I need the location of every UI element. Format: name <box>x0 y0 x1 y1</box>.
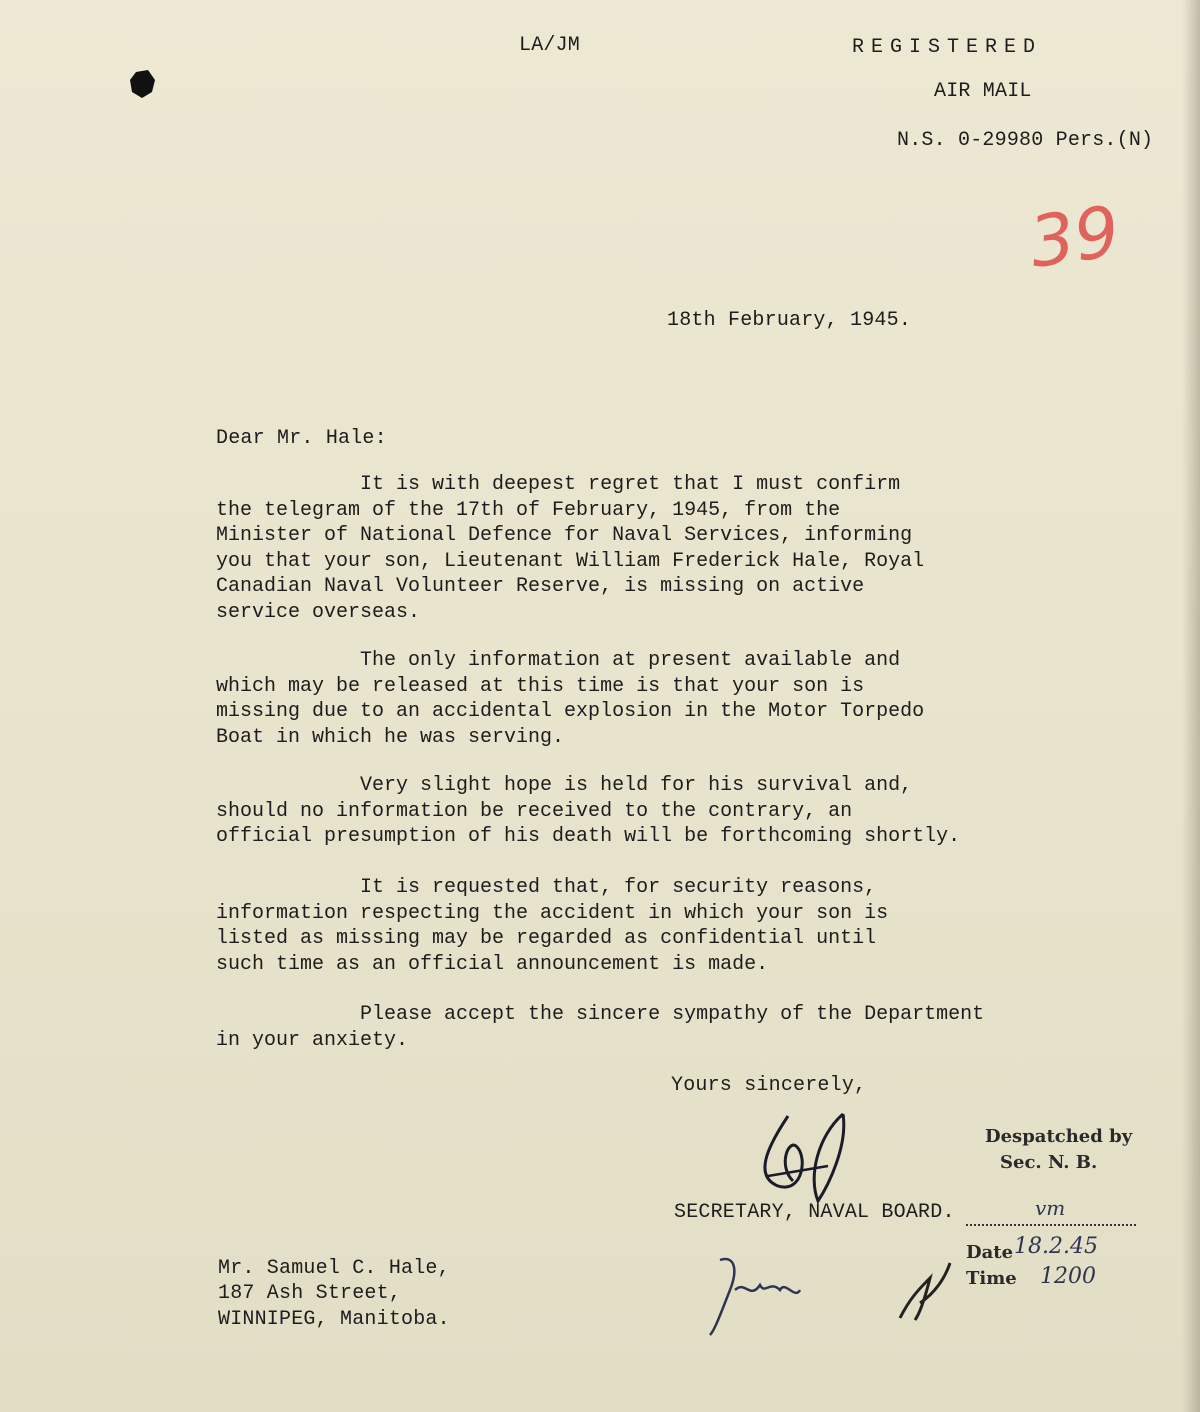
despatched-by: Despatched by <box>985 1126 1133 1147</box>
punch-hole <box>128 68 158 100</box>
signature-title: SECRETARY, NAVAL BOARD. <box>674 1201 955 1224</box>
paragraph-3: Very slight hope is held for his survival and, should no information be received to the contrary, an official presumption of his death will be forthcoming shortly. <box>216 774 961 848</box>
stamp-time-label: Time <box>966 1268 1017 1289</box>
stamp-date-value: 18.2.45 <box>1014 1234 1098 1259</box>
letter-date: 18th February, 1945. <box>667 309 912 332</box>
despatched-section: Sec. N. B. <box>1000 1152 1098 1173</box>
paragraph-1: It is with deepest regret that I must confirm the telegram of the 17th of February, 1945, from the Minister of National Defence for Naval Services, informing you that your son, Lieutenant William Frederick Hale, Royal Canadian Naval Volunteer Reserve, is missing on active service overseas. <box>216 473 925 624</box>
handwritten-initials-2 <box>890 1258 960 1328</box>
recipient-street: 187 Ash Street, <box>218 1282 402 1305</box>
stamp-time-value: 1200 <box>1040 1264 1096 1289</box>
typist-initials: LA/JM <box>519 34 581 57</box>
stamp-date-label: Date <box>966 1242 1014 1263</box>
handwritten-initials-1 <box>700 1250 810 1340</box>
stamp-divider <box>966 1224 1136 1226</box>
recipient-city: WINNIPEG, Manitoba. <box>218 1308 450 1331</box>
paragraph-2: The only information at present available and which may be released at this time is that your son is missing due to an accidental explosion in the Motor Torpedo Boat in which he was serving. <box>216 649 925 749</box>
despatched-initials-mark: vm <box>1035 1196 1066 1220</box>
recipient-name: Mr. Samuel C. Hale, <box>218 1257 450 1280</box>
closing: Yours sincerely, <box>671 1074 867 1097</box>
paragraph-4: It is requested that, for security reasons, information respecting the accident in which your son is listed as missing may be regarded as confidential until such time as an official announcement is made. <box>216 876 889 976</box>
air-mail-label: AIR MAIL <box>934 80 1032 103</box>
folio-number: 39 <box>1024 190 1125 284</box>
salutation: Dear Mr. Hale: <box>216 427 387 450</box>
registered-label: REGISTERED <box>852 36 1043 59</box>
page-edge-shadow <box>1182 0 1200 1412</box>
file-reference: N.S. 0-29980 Pers.(N) <box>897 129 1154 152</box>
paragraph-5: Please accept the sincere sympathy of the Department in your anxiety. <box>216 1003 985 1052</box>
